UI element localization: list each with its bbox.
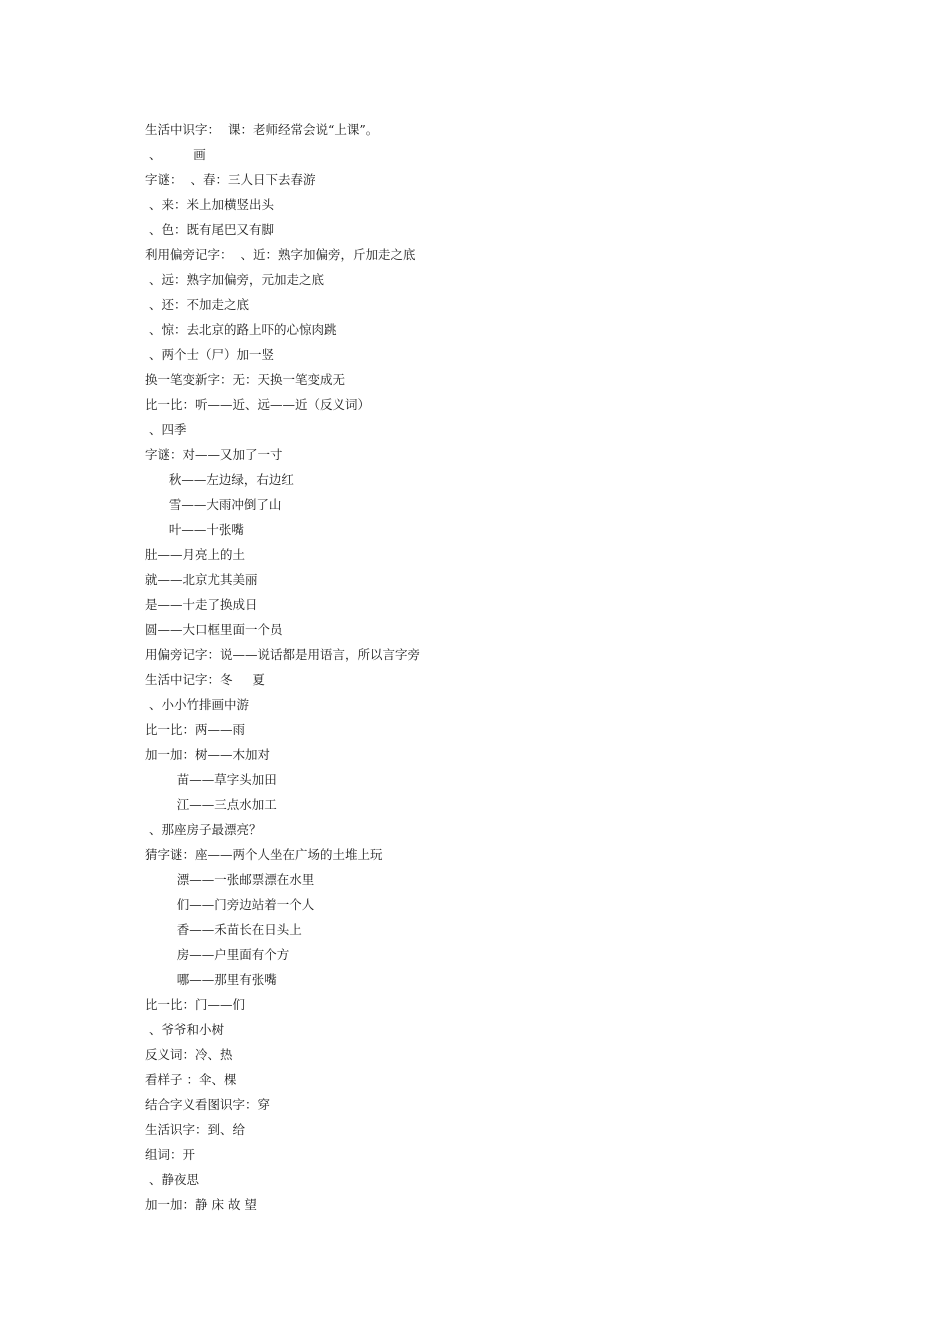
text-line: 生活中识字： 课：老师经常会说“上课”。 — [145, 122, 379, 137]
text-line: 房——户里面有个方 — [145, 947, 290, 962]
text-line: 猜字谜：座——两个人坐在广场的土堆上玩 — [145, 847, 383, 862]
text-line: 用偏旁记字：说——说话都是用语言，所以言字旁 — [145, 647, 421, 662]
text-line: 们——门旁边站着一个人 — [145, 897, 315, 912]
text-line: 肚——月亮上的土 — [145, 547, 246, 562]
text-line: 、还：不加走之底 — [145, 297, 249, 312]
text-line: 江——三点水加工 — [145, 797, 277, 812]
text-line: 、色：既有尾巴又有脚 — [145, 222, 274, 237]
text-line: 、来：米上加横竖出头 — [145, 197, 274, 212]
text-line: 、两个士（尸）加一竖 — [145, 347, 274, 362]
text-line: 、 画 — [145, 147, 206, 162]
text-line: 雪——大雨冲倒了山 — [145, 497, 282, 512]
text-line: 、四季 — [145, 422, 187, 437]
text-line: 字谜：对——又加了一寸 — [145, 447, 283, 462]
text-line: 、静夜思 — [145, 1172, 199, 1187]
text-line: 换一笔变新字：无：天换一笔变成无 — [145, 372, 346, 387]
text-line: 香——禾苗长在日头上 — [145, 922, 302, 937]
text-line: 加一加：静 床 故 望 — [145, 1197, 257, 1212]
text-line: 就——北京尤其美丽 — [145, 572, 258, 587]
text-line: 漂——一张邮票漂在水里 — [145, 872, 315, 887]
text-line: 、惊：去北京的路上吓的心惊肉跳 — [145, 322, 337, 337]
text-line: 看样子 ：伞、棵 — [145, 1072, 237, 1087]
text-line: 苗——草字头加田 — [145, 772, 277, 787]
text-line: 秋——左边绿，右边红 — [145, 472, 294, 487]
text-line: 生活中记字：冬 夏 — [145, 672, 265, 687]
text-line: 利用偏旁记字： 、近：熟字加偏旁，斤加走之底 — [145, 247, 416, 262]
text-line: 是——十走了换成日 — [145, 597, 258, 612]
text-line: 字谜： 、春：三人日下去春游 — [145, 172, 316, 187]
text-line: 圆——大口框里面一个员 — [145, 622, 283, 637]
text-line: 比一比：听——近、远——近（反义词） — [145, 397, 371, 412]
text-line: 反义词：冷、热 — [145, 1047, 233, 1062]
text-line: 结合字义看图识字：穿 — [145, 1097, 271, 1112]
text-line: 叶——十张嘴 — [145, 522, 244, 537]
text-line: 、爷爷和小树 — [145, 1022, 224, 1037]
text-line: 加一加：树——木加对 — [145, 747, 271, 762]
text-line: 生活识字：到、给 — [145, 1122, 246, 1137]
text-line: 比一比：两——雨 — [145, 722, 246, 737]
text-line: 比一比：门——们 — [145, 997, 246, 1012]
text-line: 、远：熟字加偏旁，元加走之底 — [145, 272, 324, 287]
text-line: 哪——那里有张嘴 — [145, 972, 277, 987]
text-line: 、那座房子最漂亮？ — [145, 822, 262, 837]
text-line: 组词：开 — [145, 1147, 196, 1162]
text-line: 、小小竹排画中游 — [145, 697, 249, 712]
